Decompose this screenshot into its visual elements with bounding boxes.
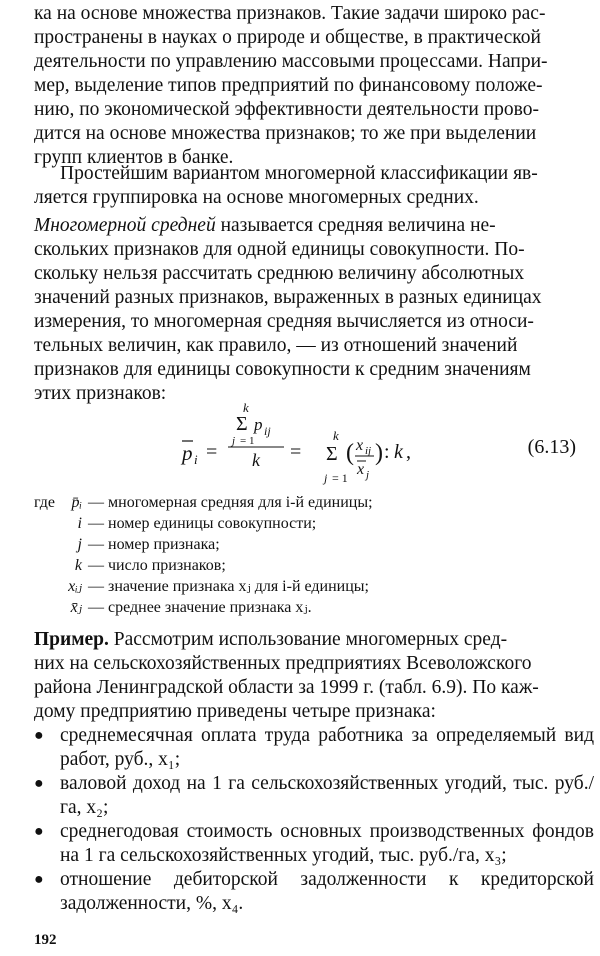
example-paragraph	[34, 628, 594, 724]
svg-text:= 1: = 1	[240, 435, 255, 447]
svg-text:=: =	[206, 441, 218, 463]
svg-text:x: x	[357, 461, 365, 478]
svg-text:j: j	[366, 469, 370, 481]
text-line: тельных величин, как правило, — из отношений значений	[34, 335, 518, 356]
definitions-list	[34, 492, 594, 618]
text-line: измерения, то многомерная средняя вычисляется из относи-	[34, 311, 534, 332]
k-denominator: k	[252, 450, 260, 470]
paragraph-2	[34, 162, 594, 210]
sum-sign-2: Σ	[326, 443, 338, 465]
text-line: скольких признаков для одной единицы совокупности. По-	[34, 239, 525, 260]
page-number: 192	[34, 932, 57, 948]
list-item-text: валовой доход на 1 га сельскохозяйственных угодий, тыс. руб./га, x₂;	[60, 773, 594, 818]
list-item-text: отношение дебиторской задолженности к кредиторской задолженности, %, x₄.	[60, 869, 594, 914]
text-line	[34, 214, 594, 238]
definition-text: — число признаков;	[88, 557, 226, 574]
text-line: пространены в науках о природе и обществе, в практической	[34, 27, 541, 48]
svg-text:,: ,	[406, 441, 411, 463]
definition-row	[34, 555, 594, 576]
definition-symbol: i	[77, 515, 82, 532]
definition-text: — среднее значение признака xⱼ.	[88, 599, 312, 616]
bullet-icon: ●	[34, 871, 44, 888]
bullet-list	[34, 724, 594, 916]
definition-row	[34, 534, 594, 555]
definition-text: — многомерная средняя для i-й единицы;	[88, 494, 373, 511]
definition-symbol: p̄ᵢ	[71, 494, 82, 511]
svg-text:ij: ij	[365, 445, 372, 457]
formula-6-13	[0, 400, 600, 492]
bullet-icon: ●	[34, 775, 44, 792]
text-segment: называется средняя величина не-	[215, 215, 496, 236]
text-line: ляется группировка на основе многомерных средних.	[34, 187, 479, 208]
text-line: дится на основе множества признаков; то же при выделении	[34, 123, 537, 144]
p-bar-symbol: p	[182, 441, 193, 465]
svg-text::: :	[384, 441, 390, 463]
text-line: значений разных признаков, выраженных в разных единицах	[34, 287, 542, 308]
svg-text:= 1: = 1	[332, 471, 348, 485]
list-item	[34, 868, 594, 916]
definition-symbol: k	[74, 557, 82, 574]
definition-row	[34, 576, 594, 597]
text-line: скольку нельзя рассчитать среднюю величину абсолютных	[34, 263, 525, 284]
paragraph-1	[34, 2, 594, 170]
text-segment: Рассмотрим использование многомерных сред-	[108, 629, 508, 650]
sum-sign: Σ	[236, 413, 248, 435]
svg-text:): )	[375, 440, 383, 466]
formula-number: (6.13)	[527, 436, 576, 458]
definition-symbol: xᵢⱼ	[68, 578, 82, 595]
example-label: Пример.	[34, 629, 109, 650]
svg-text:x: x	[356, 437, 364, 454]
svg-text:j: j	[324, 471, 328, 485]
list-item-text: среднемесячная оплата труда работника за определяемый вид работ, руб., x₁;	[60, 725, 594, 770]
text-line: Простейшим вариантом многомерной классификации яв-	[60, 163, 538, 184]
definition-symbol: x̄ⱼ	[70, 599, 82, 616]
text-line: этих признаков:	[34, 383, 167, 404]
bullet-icon: ●	[34, 823, 44, 840]
text-line: ка на основе множества признаков. Такие задачи широко рас-	[34, 3, 546, 24]
list-item	[34, 820, 594, 868]
bullet-icon: ●	[34, 727, 44, 744]
definition-row	[34, 492, 594, 513]
definitions-intro: где	[34, 494, 56, 511]
svg-text:k: k	[333, 428, 339, 443]
text-line: мер, выделение типов предприятий по финансовому положе-	[34, 75, 543, 96]
paragraph-3	[34, 214, 594, 406]
svg-text:p: p	[254, 415, 263, 434]
sum-upper-limit: k	[243, 400, 249, 415]
term-multidimensional-mean: Многомерной средней	[34, 215, 216, 236]
text-line: дому предприятию приведены четыре признака:	[34, 701, 436, 722]
text-line: района Ленинградской области за 1999 г. (табл. 6.9). По каж-	[34, 677, 539, 698]
svg-text:(: (	[346, 440, 354, 466]
text-line	[34, 628, 594, 652]
svg-text:k: k	[394, 441, 403, 463]
definition-symbol: j	[77, 536, 82, 553]
formula-graphic	[0, 400, 600, 492]
text-line: признаков для единицы совокупности к средним значениям	[34, 359, 531, 380]
list-item-text: среднегодовая стоимость основных производственных фондов на 1 га сельскохозяйственных угодий, тыс. руб./га, x₃;	[60, 821, 594, 866]
svg-text:i: i	[194, 452, 198, 467]
text-line: групп клиентов в банке.	[34, 147, 234, 168]
svg-text:j: j	[232, 435, 236, 447]
definition-text: — номер признака;	[88, 536, 220, 553]
svg-text:=: =	[290, 441, 302, 463]
definition-row	[34, 597, 594, 618]
list-item	[34, 772, 594, 820]
text-line: нию, по экономической эффективности деятельности прово-	[34, 99, 539, 120]
text-line: них на сельскохозяйственных предприятиях Всеволожского	[34, 653, 532, 674]
svg-text:ij: ij	[264, 424, 271, 438]
definition-row	[34, 513, 594, 534]
definition-text: — номер единицы совокупности;	[88, 515, 317, 532]
text-line: деятельности по управлению массовыми процессами. Напри-	[34, 51, 548, 72]
definition-text: — значение признака xⱼ для i-й единицы;	[88, 578, 369, 595]
list-item	[34, 724, 594, 772]
